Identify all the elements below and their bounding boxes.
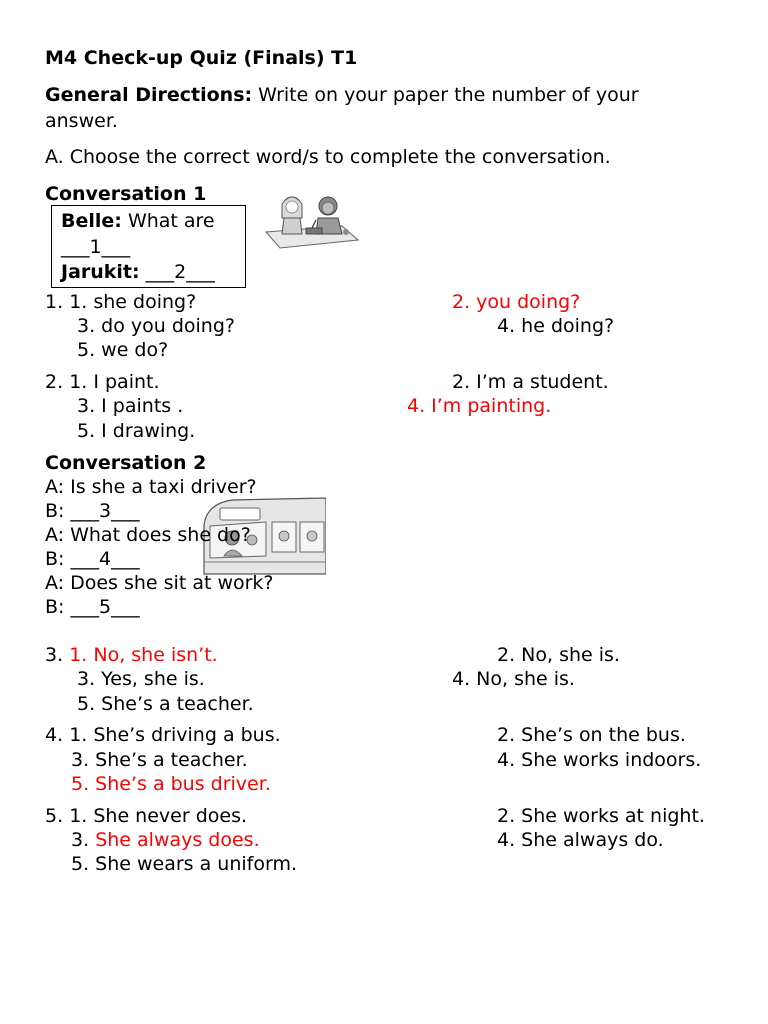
question-5-option-4: 4. She always do. xyxy=(497,829,664,851)
conversation-2-line-5: A: Does she sit at work? xyxy=(45,572,274,594)
directions-text-line2: answer. xyxy=(45,110,118,132)
question-5-number: 5. xyxy=(45,805,64,827)
question-1-option-2: 2. you doing? xyxy=(452,291,581,313)
question-2-option-2: 2. I’m a student. xyxy=(452,371,609,393)
general-directions xyxy=(45,83,639,107)
jarukit-line xyxy=(61,260,215,284)
question-5-option-3 xyxy=(71,828,260,852)
question-2-option-3: 3. I paints . xyxy=(77,395,184,417)
conversation-2-line-4: B: ___4___ xyxy=(45,548,140,570)
question-2-option-4: 4. I’m painting. xyxy=(407,395,552,417)
question-3-option-2: 2. No, she is. xyxy=(497,644,620,666)
belle-text: What are xyxy=(127,210,215,232)
children-painting-image xyxy=(262,192,362,250)
question-5-option-3-text: She always does. xyxy=(95,829,260,851)
belle-label: Belle: xyxy=(61,210,122,232)
question-5-option-5: 5. She wears a uniform. xyxy=(71,853,298,875)
directions-text-line1: Write on your paper the number of your xyxy=(258,84,639,106)
conversation-2-line-2: B: ___3___ xyxy=(45,500,140,522)
question-3-option-4: 4. No, she is. xyxy=(452,668,575,690)
question-5 xyxy=(45,804,247,828)
question-1-number: 1. xyxy=(45,291,64,313)
question-3-number: 3. xyxy=(45,644,64,666)
conversation-1-heading: Conversation 1 xyxy=(45,183,207,205)
question-4-option-4: 4. She works indoors. xyxy=(497,749,702,771)
question-1-option-5: 5. we do? xyxy=(77,339,169,361)
question-2 xyxy=(45,370,160,394)
question-2-option-5: 5. I drawing. xyxy=(77,420,196,442)
question-4-option-2: 2. She’s on the bus. xyxy=(497,724,686,746)
question-3-option-1: 1. No, she isn’t. xyxy=(69,644,218,666)
question-5-option-2: 2. She works at night. xyxy=(497,805,705,827)
conversation-2-heading: Conversation 2 xyxy=(45,452,207,474)
question-3-option-5: 5. She’s a teacher. xyxy=(77,693,254,715)
directions-label: General Directions: xyxy=(45,84,253,106)
jarukit-label: Jarukit: xyxy=(61,261,140,283)
quiz-title: M4 Check-up Quiz (Finals) T1 xyxy=(45,47,358,69)
conversation-2-line-6: B: ___5___ xyxy=(45,596,140,618)
question-1 xyxy=(45,290,196,314)
question-1-option-3: 3. do you doing? xyxy=(77,315,235,337)
section-a-instruction: A. Choose the correct word/s to complete the conversation. xyxy=(45,146,611,168)
question-4-option-5: 5. She’s a bus driver. xyxy=(71,773,271,795)
belle-line xyxy=(61,209,215,233)
question-5-option-1: 1. She never does. xyxy=(69,805,248,827)
question-4-number: 4. xyxy=(45,724,64,746)
question-4-option-1: 1. She’s driving a bus. xyxy=(69,724,281,746)
question-4-option-3: 3. She’s a teacher. xyxy=(71,749,248,771)
blank-1: ___1___ xyxy=(61,236,131,258)
question-1-option-1: 1. she doing? xyxy=(69,291,197,313)
conversation-2-line-1: A: Is she a taxi driver? xyxy=(45,476,257,498)
question-1-option-4: 4. he doing? xyxy=(497,315,615,337)
question-2-option-1: 1. I paint. xyxy=(69,371,160,393)
question-3 xyxy=(45,643,218,667)
blank-2: ___2___ xyxy=(145,261,215,283)
question-3-option-3: 3. Yes, she is. xyxy=(77,668,205,690)
conversation-2-line-3: A: What does she do? xyxy=(45,524,251,546)
question-5-option-3-number: 3. xyxy=(71,829,90,851)
question-4 xyxy=(45,723,281,747)
question-2-number: 2. xyxy=(45,371,64,393)
